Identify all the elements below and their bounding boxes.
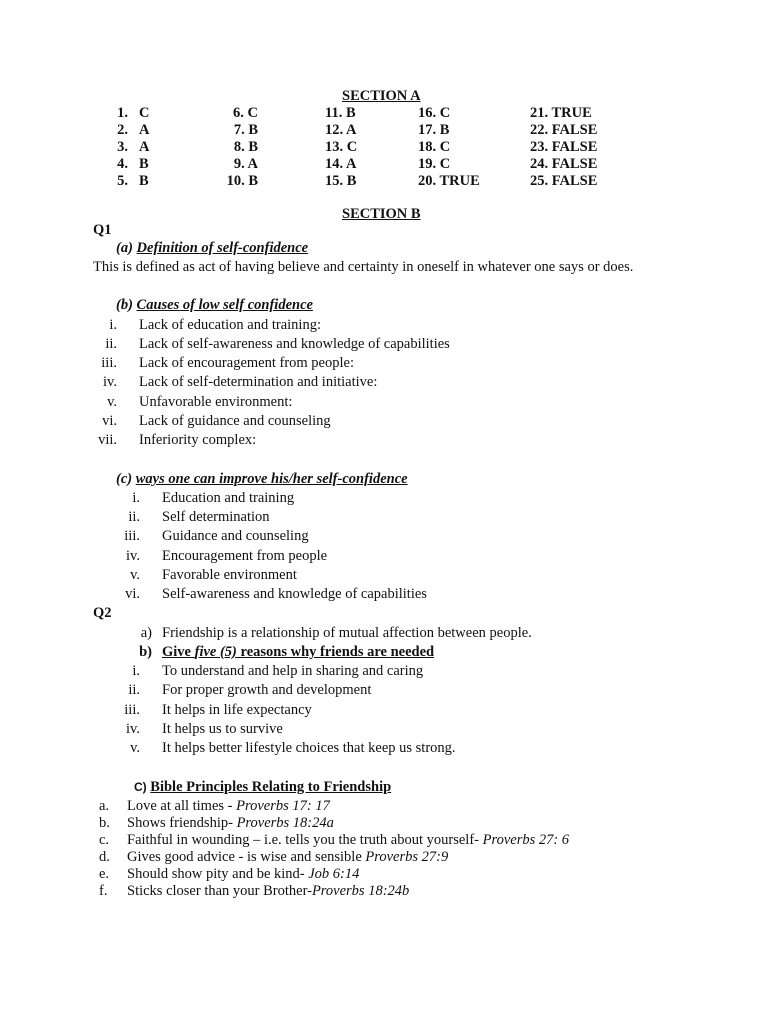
list-item: Lack of self-awareness and knowledge of capabilities — [139, 336, 450, 352]
answer-item: 6. C — [233, 105, 258, 121]
list-number: v. — [130, 567, 140, 583]
list-item: Inferiority complex: — [139, 432, 257, 448]
list-number: iv. — [103, 374, 117, 390]
list-letter: b. — [99, 815, 110, 831]
list-number: i. — [132, 663, 140, 679]
list-number: vi. — [125, 586, 140, 602]
subquestion-heading — [134, 779, 391, 796]
subquestion-heading — [116, 240, 308, 257]
principle-text: Sticks closer than your Brother- — [127, 883, 312, 899]
list-item: Favorable environment — [162, 567, 297, 583]
answer-item: 13. C — [325, 139, 358, 155]
scripture-reference: Proverbs 17: 17 — [236, 798, 330, 814]
list-item — [127, 832, 569, 849]
list-number: vii. — [98, 432, 117, 448]
answer-item: 8. B — [233, 139, 258, 155]
list-letter: c. — [99, 832, 110, 848]
subquestion-title: Bible Principles Relating to Friendship — [150, 779, 392, 795]
principle-text: Should show pity and be kind- — [127, 866, 309, 882]
answer-number: 3. — [117, 139, 128, 155]
subquestion-marker: C) — [134, 780, 147, 794]
list-item — [127, 849, 448, 866]
list-number: i. — [109, 317, 117, 333]
list-item — [127, 798, 330, 815]
answer-value: A — [139, 139, 150, 155]
answer-item: 11. B — [325, 105, 356, 121]
answer-item: 18. C — [418, 139, 451, 155]
answer-item: 16. C — [418, 105, 451, 121]
list-letter: f. — [99, 883, 108, 899]
list-item: To understand and help in sharing and caring — [162, 663, 424, 679]
question-label: Q2 — [93, 605, 112, 621]
list-number: ii. — [105, 336, 117, 352]
list-number: i. — [132, 490, 140, 506]
list-number: ii. — [128, 682, 140, 698]
list-item: For proper growth and development — [162, 682, 372, 698]
list-item: Encouragement from people — [162, 548, 328, 564]
list-number: vi. — [102, 413, 117, 429]
answer-item: 15. B — [325, 173, 357, 189]
subquestion-marker: b) — [139, 644, 152, 660]
list-item: It helps in life expectancy — [162, 702, 312, 718]
subquestion-marker: a) — [140, 625, 152, 641]
list-item: It helps better lifestyle choices that keep us strong. — [162, 740, 456, 756]
answer-item: 19. C — [418, 156, 451, 172]
subquestion-heading — [116, 471, 408, 488]
answer-number: 5. — [117, 173, 128, 189]
answer-value: B — [139, 173, 149, 189]
list-item: Guidance and counseling — [162, 528, 309, 544]
list-item: Education and training — [162, 490, 295, 506]
list-item: Lack of self-determination and initiative: — [139, 374, 378, 390]
list-letter: d. — [99, 849, 110, 865]
list-item — [127, 815, 334, 832]
list-letter: a. — [99, 798, 110, 814]
answer-value: C — [139, 105, 150, 121]
list-number: iii. — [101, 355, 117, 371]
answer-item: 24. FALSE — [530, 156, 598, 172]
heading-emphasis: five (5) — [194, 644, 237, 660]
list-number: v. — [107, 394, 117, 410]
answer-item: 12. A — [325, 122, 357, 138]
list-number: iii. — [124, 702, 140, 718]
list-number: iv. — [126, 548, 140, 564]
subquestion-title: ways one can improve his/her self-confidence — [135, 471, 408, 487]
list-item: Lack of encouragement from people: — [139, 355, 354, 371]
principle-text: Shows friendship- — [127, 815, 237, 831]
subquestion-title: Definition of self-confidence — [136, 240, 309, 256]
heading-part: Give — [162, 644, 195, 660]
answer-item: 21. TRUE — [530, 105, 592, 121]
definition-text: This is defined as act of having believe and certainty in oneself in whatever one says or does. — [93, 259, 634, 275]
list-item: It helps us to survive — [162, 721, 283, 737]
principle-text: Love at all times - — [127, 798, 237, 814]
question-label: Q1 — [93, 222, 112, 238]
list-number: iii. — [124, 528, 140, 544]
scripture-reference: Proverbs 27:9 — [365, 849, 449, 865]
answer-number: 1. — [117, 105, 128, 121]
answer-item: 17. B — [418, 122, 450, 138]
answer-value: B — [139, 156, 149, 172]
list-item: Lack of education and training: — [139, 317, 321, 333]
section-b-title: SECTION B — [342, 206, 421, 222]
list-item: Self determination — [162, 509, 270, 525]
scripture-reference: Proverbs 18:24a — [236, 815, 334, 831]
subquestion-marker: (a) — [116, 240, 133, 256]
subquestion-heading — [116, 297, 313, 314]
list-number: ii. — [128, 509, 140, 525]
list-item — [127, 883, 409, 900]
answer-number: 2. — [117, 122, 128, 138]
answer-item: 9. A — [233, 156, 258, 172]
list-letter: e. — [99, 866, 110, 882]
subquestion-heading — [162, 644, 434, 661]
subquestion-title: Causes of low self confidence — [136, 297, 313, 313]
answer-number: 4. — [117, 156, 128, 172]
list-item: Lack of guidance and counseling — [139, 413, 331, 429]
answer-item: 14. A — [325, 156, 357, 172]
subquestion-marker: (c) — [116, 471, 133, 487]
scripture-reference: Proverbs 27: 6 — [482, 832, 570, 848]
friendship-definition: Friendship is a relationship of mutual affection between people. — [162, 625, 532, 641]
scripture-reference: Proverbs 18:24b — [311, 883, 410, 899]
list-item: Unfavorable environment: — [139, 394, 293, 410]
answer-item: 25. FALSE — [530, 173, 598, 189]
answer-item: 10. B — [226, 173, 258, 189]
list-item: Self-awareness and knowledge of capabilities — [162, 586, 427, 602]
list-number: iv. — [126, 721, 140, 737]
answer-item: 22. FALSE — [530, 122, 598, 138]
list-number: v. — [130, 740, 140, 756]
section-a-title: SECTION A — [342, 88, 421, 104]
principle-text: Faithful in wounding – i.e. tells you the truth about yourself- — [127, 832, 483, 848]
answer-value: A — [139, 122, 150, 138]
list-item — [127, 866, 359, 883]
answer-item: 23. FALSE — [530, 139, 598, 155]
answer-item: 20. TRUE — [418, 173, 480, 189]
principle-text: Gives good advice - is wise and sensible — [127, 849, 366, 865]
subquestion-marker: (b) — [116, 297, 133, 313]
scripture-reference: Job 6:14 — [308, 866, 360, 882]
answer-item: 7. B — [233, 122, 258, 138]
heading-part: reasons why friends are needed — [236, 644, 435, 660]
